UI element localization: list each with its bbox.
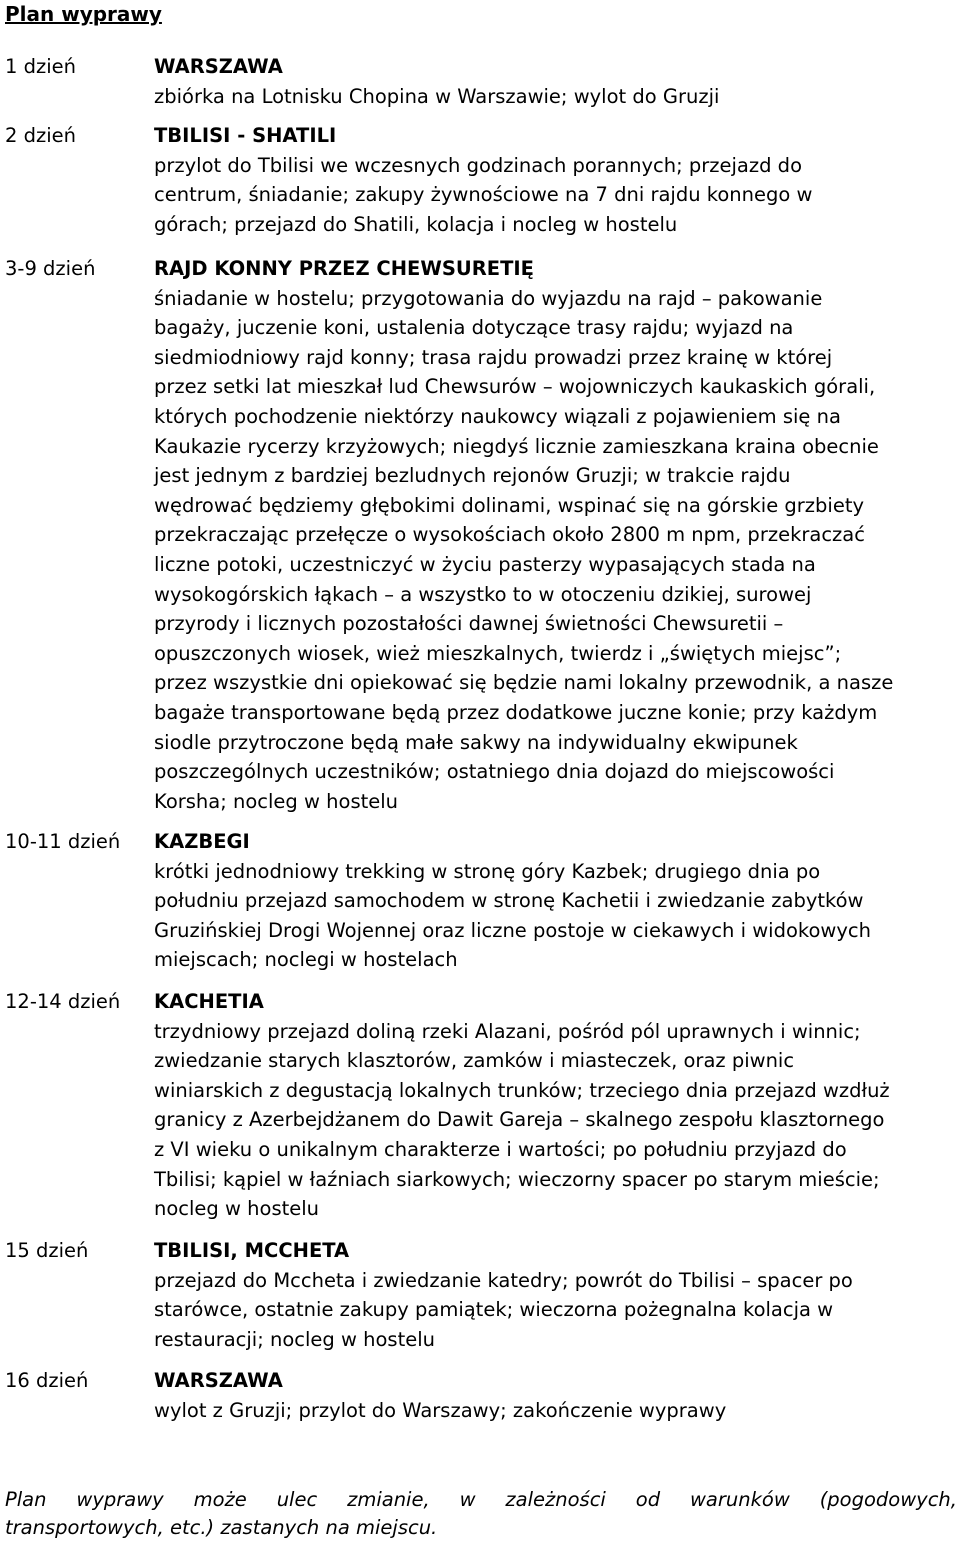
description-line: zbiórka na Lotnisku Chopina w Warszawie; wylot do Gruzji	[154, 84, 720, 108]
day-place: WARSZAWA	[154, 55, 283, 78]
day-description	[154, 1017, 958, 1224]
page-title: Plan wyprawy	[5, 2, 162, 26]
description-line: krótki jednodniowy trekking w stronę góry Kazbek; drugiego dnia po	[154, 859, 821, 883]
description-line: miejscach; noclegi w hostelach	[154, 948, 458, 972]
day-place: RAJD KONNY PRZEZ CHEWSURETIĘ	[154, 257, 534, 280]
description-line: poszczególnych uczestników; ostatniego dnia dojazd do miejscowości	[154, 760, 835, 784]
description-line: bagaży, juczenie koni, ustalenia dotyczące trasy rajdu; wyjazd na	[154, 316, 794, 340]
description-line: trzydniowy przejazd doliną rzeki Alazani, pośród pól uprawnych i winnic;	[154, 1019, 861, 1043]
footnote	[5, 1486, 957, 1542]
day-place: KAZBEGI	[154, 830, 250, 853]
description-line: południu przejazd samochodem w stronę Kachetii i zwiedzanie zabytków	[154, 889, 864, 913]
description-line: Korsha; nocleg w hostelu	[154, 789, 399, 813]
description-line: bagaże transportowane będą przez dodatkowe juczne konie; przy każdym	[154, 700, 878, 724]
description-line: wysokogórskich łąkach – a wszystko to w otoczeniu dzikiej, surowej	[154, 582, 812, 606]
day-content	[154, 827, 958, 975]
day-content	[154, 254, 958, 816]
description-line: z VI wieku o unikalnym charakterze i wartości; po południu przyjazd do	[154, 1137, 847, 1161]
day-label: 10-11 dzień	[5, 830, 121, 853]
description-line: Tbilisi; kąpiel w łaźniach siarkowych; wieczorny spacer po starym mieście;	[154, 1167, 880, 1191]
description-line: przez wszystkie dni opiekować się będzie nami lokalny przewodnik, a nasze	[154, 671, 894, 695]
day-place: TBILISI - SHATILI	[154, 124, 337, 147]
description-line: siodle przytroczone będą małe sakwy na indywidualny ekwipunek	[154, 730, 798, 754]
description-line: Gruzińskiej Drogi Wojennej oraz liczne postoje w ciekawych i widokowych	[154, 918, 871, 942]
description-line: przylot do Tbilisi we wczesnych godzinach porannych; przejazd do	[154, 153, 802, 177]
footnote-line: Plan wyprawy może ulec zmianie, w zależności od warunków (pogodowych,	[5, 1488, 957, 1511]
day-description	[154, 284, 958, 817]
day-content	[154, 987, 958, 1224]
day-description	[154, 1266, 958, 1355]
day-label: 1 dzień	[5, 55, 76, 78]
description-line: starówce, ostatnie zakupy pamiątek; wieczorna pożegnalna kolacja w	[154, 1298, 834, 1322]
description-line: jest jednym z bardziej bezludnych rejonów Gruzji; w trakcie rajdu	[154, 464, 791, 488]
description-line: centrum, śniadanie; zakupy żywnościowe na 7 dni rajdu konnego w	[154, 183, 813, 207]
day-description	[154, 857, 958, 975]
day-content	[154, 52, 958, 111]
description-line: przyrody i licznych pozostałości dawnej świetności Chewsuretii –	[154, 612, 784, 636]
description-line: których pochodzenie niektórzy naukowcy wiązali z pojawieniem się na	[154, 404, 841, 428]
day-description	[154, 1396, 958, 1426]
description-line: liczne potoki, uczestniczyć w życiu pasterzy wypasających stada na	[154, 552, 816, 576]
day-label: 15 dzień	[5, 1239, 89, 1262]
description-line: Kaukazie rycerzy krzyżowych; niegdyś licznie zamieszkana kraina obecnie	[154, 434, 879, 458]
description-line: restauracji; nocleg w hostelu	[154, 1327, 436, 1351]
day-content	[154, 1236, 958, 1354]
description-line: siedmiodniowy rajd konny; trasa rajdu prowadzi przez krainę w której	[154, 345, 833, 369]
description-line: winiarskich z degustacją lokalnych trunków; trzeciego dnia przejazd wzdłuż	[154, 1078, 890, 1102]
footnote-line: transportowych, etc.) zastanych na miejscu.	[5, 1516, 438, 1539]
day-label: 2 dzień	[5, 124, 76, 147]
day-description	[154, 82, 958, 112]
day-place: KACHETIA	[154, 990, 264, 1013]
description-line: nocleg w hostelu	[154, 1197, 320, 1221]
description-line: wędrować będziemy głębokimi dolinami, wspinać się na górskie grzbiety	[154, 493, 865, 517]
day-content	[154, 1366, 958, 1425]
description-line: granicy z Azerbejdżanem do Dawit Gareja – skalnego zespołu klasztornego	[154, 1108, 885, 1132]
day-place: TBILISI, MCCHETA	[154, 1239, 350, 1262]
description-line: wylot z Gruzji; przylot do Warszawy; zakończenie wyprawy	[154, 1398, 727, 1422]
day-description	[154, 151, 958, 240]
description-line: przekraczając przełęcze o wysokościach około 2800 m npm, przekraczać	[154, 523, 865, 547]
day-label: 12-14 dzień	[5, 990, 121, 1013]
day-label: 3-9 dzień	[5, 257, 96, 280]
description-line: górach; przejazd do Shatili, kolacja i nocleg w hostelu	[154, 212, 678, 236]
description-line: śniadanie w hostelu; przygotowania do wyjazdu na rajd – pakowanie	[154, 286, 823, 310]
day-label: 16 dzień	[5, 1369, 89, 1392]
description-line: przejazd do Mccheta i zwiedzanie katedry; powrót do Tbilisi – spacer po	[154, 1268, 853, 1292]
description-line: przez setki lat mieszkał lud Chewsurów – wojowniczych kaukaskich górali,	[154, 375, 876, 399]
day-place: WARSZAWA	[154, 1369, 283, 1392]
description-line: opuszczonych wiosek, wież mieszkalnych, twierdz i „świętych miejsc”;	[154, 641, 842, 665]
description-line: zwiedzanie starych klasztorów, zamków i miasteczek, oraz piwnic	[154, 1049, 795, 1073]
day-content	[154, 121, 958, 239]
